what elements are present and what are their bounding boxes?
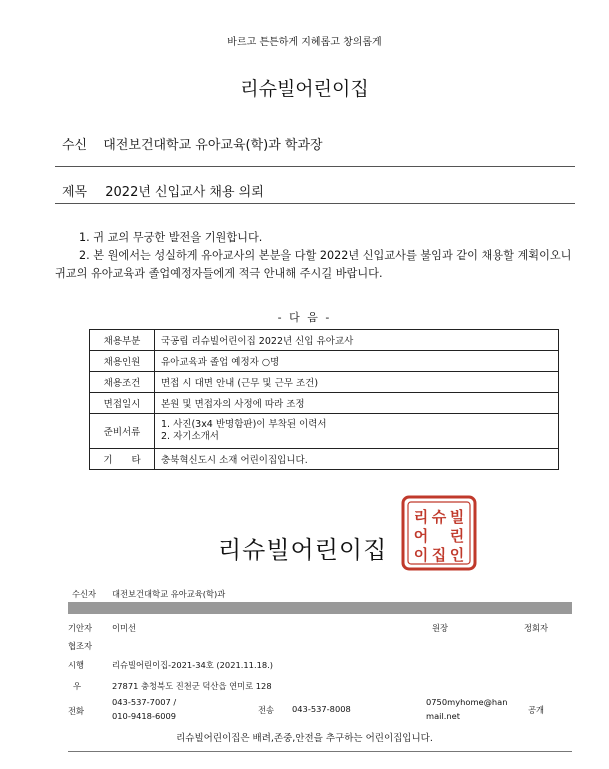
divider	[55, 166, 575, 167]
svg-text:어: 어	[413, 527, 429, 545]
notice-heading: - 다 음 -	[277, 311, 332, 324]
row-key: 기 타	[90, 449, 155, 470]
fax-value: 043-537-8008	[292, 704, 351, 714]
row-key: 채용부분	[90, 330, 155, 351]
svg-text:인: 인	[449, 546, 465, 564]
subject-label: 제목	[62, 185, 88, 200]
subject-line	[62, 181, 264, 200]
email-line-1: 0750myhome@han	[426, 697, 508, 707]
row-key: 면접일시	[90, 393, 155, 414]
row-value: 유아교육과 졸업 예정자 ○명	[155, 351, 559, 372]
postal-label: 우	[73, 681, 82, 691]
table-row	[90, 449, 559, 470]
table-row	[90, 351, 559, 372]
motto: 바르고 튼튼하게 지혜롭고 창의롭게	[227, 37, 382, 48]
table-row	[90, 414, 559, 449]
footer-recipient-value: 대전보건대학교 유아교육(학)과	[112, 589, 226, 599]
body-text	[55, 229, 575, 283]
table-row	[90, 372, 559, 393]
cooperator-label: 협조자	[68, 641, 93, 651]
row-value: 면접 시 대면 안내 (근무 및 근무 조건)	[155, 372, 559, 393]
doc-line: 2. 자기소개서	[161, 431, 219, 442]
public-label: 공개	[528, 705, 545, 715]
doc-line: 1. 사진(3x4 반명함판)이 부착된 이력서	[161, 419, 327, 430]
row-key: 채용조건	[90, 372, 155, 393]
enforce-value: 리슈빌어린이집-2021-34호 (2021.11.18.)	[112, 660, 274, 670]
official-seal-stamp	[400, 494, 478, 572]
info-table	[89, 329, 559, 470]
svg-text:리: 리	[413, 508, 429, 526]
recipient-value: 대전보건대학교 유아교육(학)과 학과장	[103, 138, 323, 153]
row-key: 준비서류	[90, 414, 155, 449]
signature-name: 리슈빌어린이집	[218, 536, 388, 564]
divider	[55, 203, 575, 204]
table-row	[90, 330, 559, 351]
svg-text:린: 린	[449, 527, 465, 545]
divider	[68, 751, 572, 752]
footer-recipient-label: 수신자	[72, 589, 97, 599]
row-value: 본원 및 면접자의 사정에 따라 조정	[155, 393, 559, 414]
row-key: 채용인원	[90, 351, 155, 372]
phone-line-1: 043-537-7007 /	[112, 697, 177, 707]
director-label: 원장	[432, 623, 449, 633]
drafter-value: 이미선	[112, 623, 137, 633]
phone-label: 전화	[68, 706, 85, 716]
subject-value: 2022년 신입교사 채용 의뢰	[105, 185, 264, 200]
footer-slogan: 리슈빌어린이집은 배려,존중,안전을 추구하는 어린이집입니다.	[176, 733, 433, 744]
recipient-label: 수신	[62, 138, 88, 153]
drafter-label: 기안자	[68, 623, 93, 633]
director-value: 정회자	[524, 623, 549, 633]
row-value	[155, 414, 559, 449]
svg-text:빌: 빌	[449, 508, 465, 526]
body-paragraph-1: 1. 귀 교의 무궁한 발전을 기원합니다.	[79, 231, 263, 244]
recipient-line	[62, 134, 323, 153]
phone-line-2: 010-9418-6009	[112, 711, 177, 721]
footer-separator-bar	[68, 602, 572, 614]
body-paragraph-2: 2. 본 원에서는 성실하게 유아교사의 본분을 다할 2022년 신입교사를 불임과 같이 채용할 계획이오니 귀교의 유아교육과 졸업예정자들에게 적극 안내해 주시길 바랍니다.	[55, 249, 572, 280]
table-row	[90, 393, 559, 414]
fax-label: 전송	[258, 705, 275, 715]
enforce-label: 시행	[68, 660, 85, 670]
svg-text:이: 이	[413, 546, 429, 564]
row-value: 국공립 리슈빌어린이집 2022년 신입 유아교사	[155, 330, 559, 351]
email-line-2: mail.net	[426, 711, 461, 721]
svg-text:슈: 슈	[431, 508, 447, 526]
row-value: 충북혁신도시 소재 어린이집입니다.	[155, 449, 559, 470]
org-title: 리슈빌어린이집	[240, 78, 369, 100]
postal-value: 27871 충청북도 진천군 덕산읍 연미로 128	[112, 681, 272, 691]
svg-text:집: 집	[431, 546, 447, 564]
